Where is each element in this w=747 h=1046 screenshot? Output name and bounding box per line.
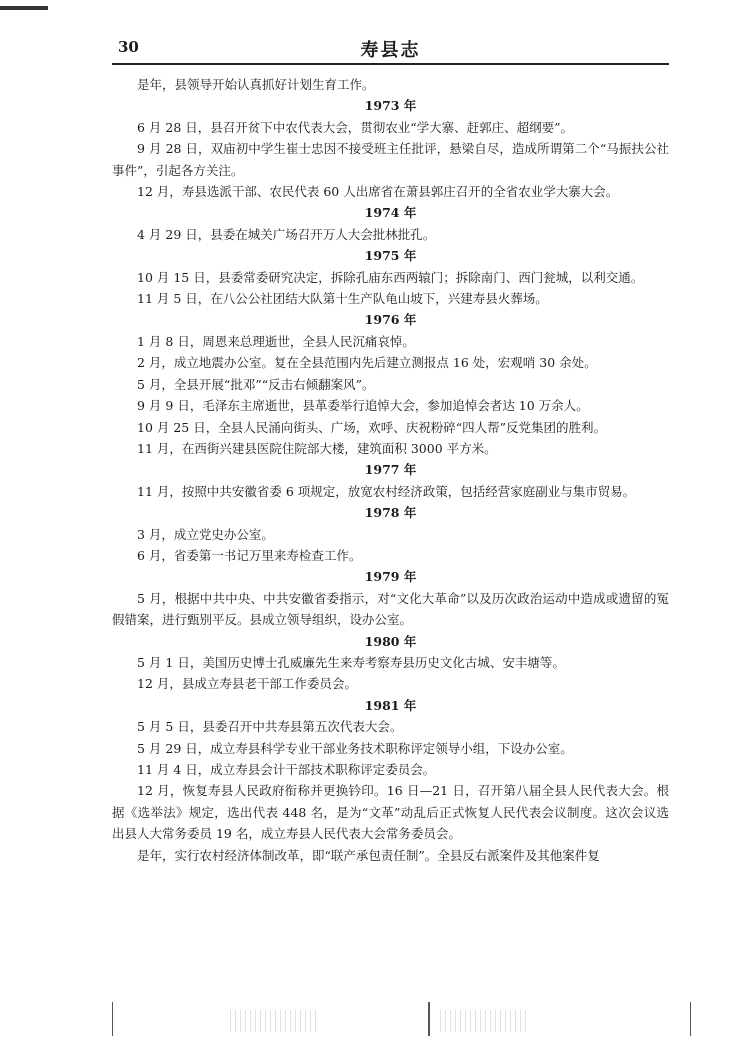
chronicle-entry: 2 月，成立地震办公室。复在全县范围内先后建立测报点 16 处，宏观哨 30 余处。 bbox=[137, 355, 597, 371]
chronicle-entry: 9 月 28 日，双庙初中学生崔士忠因不接受班主任批评，悬梁自尽，造成所谓第二个“马振扶公社事件”，引起各方关注。 bbox=[112, 141, 669, 178]
page-header bbox=[112, 36, 669, 62]
scan-line bbox=[428, 1002, 430, 1036]
chronicle-entry: 4 月 29 日，县委在城关广场召开万人大会批林批孔。 bbox=[137, 226, 436, 242]
chronicle-entry: 5 月 29 日，成立寿县科学专业干部业务技术职称评定领导小组，下设办公室。 bbox=[137, 740, 573, 756]
year-heading: 1977 年 bbox=[364, 462, 417, 478]
year-heading: 1978 年 bbox=[364, 505, 417, 521]
year-heading: 1974 年 bbox=[364, 205, 417, 221]
chronicle-entry: 9 月 9 日，毛泽东主席逝世，县革委举行追悼大会，参加追悼会者达 10 万余人。 bbox=[137, 398, 589, 414]
chronicle-entry: 11 月 4 日，成立寿县会计干部技术职称评定委员会。 bbox=[137, 762, 436, 777]
chronicle-entry: 12 月，寿县选派干部、农民代表 60 人出席省在萧县郭庄召开的全省农业学大寨大会。 bbox=[137, 184, 619, 200]
book-title: 寿县志 bbox=[360, 40, 421, 61]
header-rule bbox=[112, 63, 669, 65]
chronicle-entry: 是年，县领导开始认真抓好计划生育工作。 bbox=[137, 77, 375, 92]
chronicle-entry: 6 月，省委第一书记万里来寿检查工作。 bbox=[137, 547, 362, 563]
chronicle-entry: 10 月 25 日，全县人民涌向街头、广场，欢呼、庆祝粉碎“四人帮”反党集团的胜利。 bbox=[137, 419, 607, 435]
year-heading: 1981 年 bbox=[364, 697, 417, 713]
chronicle-entry: 5 月 5 日，县委召开中共寿县第五次代表大会。 bbox=[137, 719, 403, 735]
year-heading: 1980 年 bbox=[364, 633, 417, 649]
year-heading: 1979 年 bbox=[364, 569, 417, 585]
chronicle-entry: 11 月，按照中共安徽省委 6 项规定，放宽农村经济政策，包括经营家庭副业与集市贸易。 bbox=[137, 483, 636, 499]
chronicle-body bbox=[112, 74, 669, 866]
year-heading: 1973 年 bbox=[364, 98, 417, 114]
scan-corner-mark bbox=[0, 6, 48, 10]
chronicle-entry: 11 月 5 日，在八公公社团结大队第十生产队龟山坡下，兴建寿县火葬场。 bbox=[137, 291, 548, 307]
chronicle-entry: 10 月 15 日，县委常委研究决定，拆除孔庙东西两辕门；拆除南门、西门瓮城，以利交通。 bbox=[137, 269, 644, 285]
chronicle-entry: 12 月，恢复寿县人民政府衔称并更换钤印。16 日—21 日，召开第八届全县人民代表大会。根据《选举法》规定，选出代表 448 名，是为“文革”动乱后正式恢复人民代表会议制度。这次会议选出县人大常务委员 19 名，成立寿县人民代表大会常务委员会。 bbox=[112, 783, 669, 842]
scan-line bbox=[690, 1002, 691, 1036]
year-heading: 1976 年 bbox=[364, 312, 417, 328]
chronicle-entry: 5 月，全县开展“批邓”“反击右倾翻案风”。 bbox=[137, 376, 375, 392]
scan-bottom-edge bbox=[0, 1000, 747, 1046]
scan-noise bbox=[440, 1010, 530, 1032]
scan-noise bbox=[230, 1010, 320, 1032]
chronicle-entry: 5 月，根据中共中央、中共安徽省委指示，对“文化大革命”以及历次政治运动中造成或遗留的冤假错案，进行甄别平反。县成立领导组织，设办公室。 bbox=[112, 590, 669, 628]
chronicle-entry: 11 月，在西街兴建县医院住院部大楼，建筑面积 3000 平方米。 bbox=[137, 440, 497, 456]
scan-line bbox=[112, 1002, 113, 1036]
chronicle-entry: 5 月 1 日，美国历史博士孔威廉先生来寿考察寿县历史文化古城、安丰塘等。 bbox=[137, 654, 565, 670]
chronicle-entry: 1 月 8 日，周恩来总理逝世，全县人民沉痛哀悼。 bbox=[137, 333, 415, 349]
chronicle-entry: 12 月，县成立寿县老干部工作委员会。 bbox=[137, 676, 357, 692]
page-number: 30 bbox=[118, 38, 139, 56]
year-heading: 1975 年 bbox=[364, 248, 417, 264]
chronicle-entry: 6 月 28 日，县召开贫下中农代表大会，贯彻农业“学大寨、赶郭庄、超纲要”。 bbox=[137, 119, 574, 135]
chronicle-entry: 是年，实行农村经济体制改革，即“联产承包责任制”。全县反右派案件及其他案件复 bbox=[137, 847, 600, 863]
chronicle-entry: 3 月，成立党史办公室。 bbox=[137, 526, 274, 542]
